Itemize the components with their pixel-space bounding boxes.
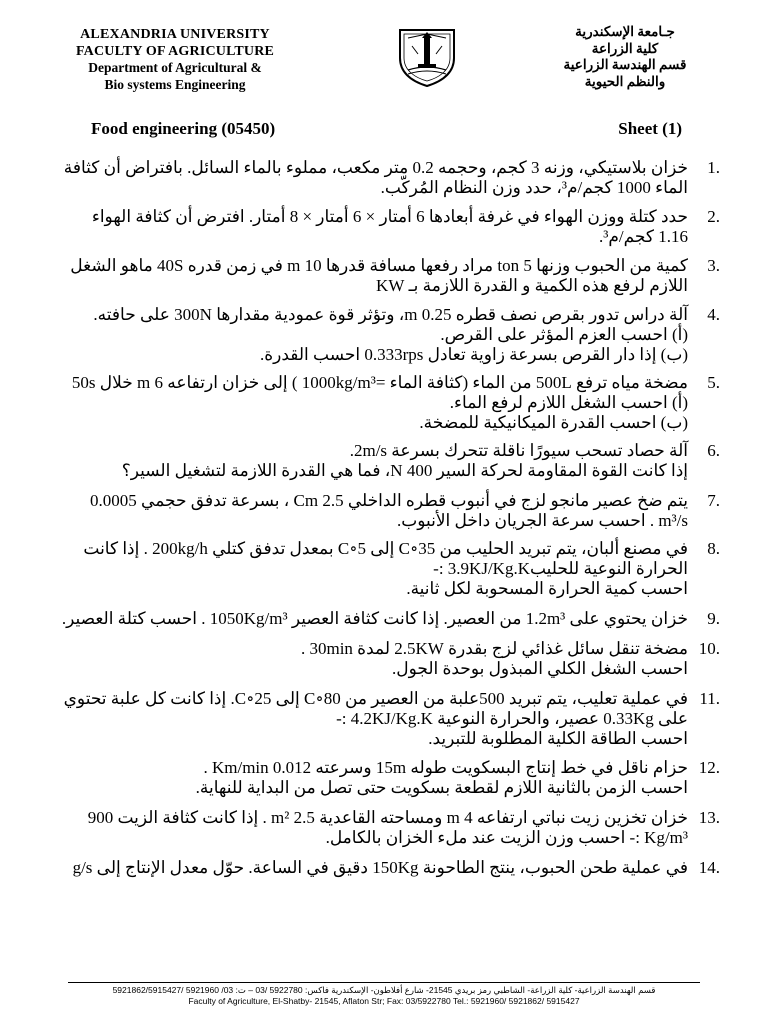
problem-line: حدد كتلة ووزن الهواء في غرفة أبعادها 6 أمتار × 6 أمتار × 8 أمتار. افترض أن كثافة الهواء 1.16 كجم/م³. [91,207,688,246]
problem-text [60,758,688,798]
department-line-ar-2: والنظم الحيوية [584,73,666,89]
problem-number: 13. [698,808,720,827]
problem-line: خزان تخزين زيت نباتي ارتفاعه 4 m ومساحته القاعدية 2.5 m² . إذا كانت كثافة الزيت 900 Kg/m³ :- احسب وزن الزيت عند ملء الخزان بالكامل. [87,808,688,847]
problem-number: 1. [707,158,720,177]
footer-english: Faculty of Agriculture, El-Shatby- 21545, Aflaton Str; Fax: 03/5922780 Tel.: 5921960/ 5921862/ 5915427 [188,996,580,1006]
problem-item [60,305,720,365]
problem-line: خزان يحتوي على 1.2m³ من العصير. إذا كانت كثافة العصير 1050Kg/m³ . احسب كتلة العصير. [61,609,688,628]
problem-text [60,373,688,433]
problem-list [60,158,720,878]
problem-text [60,158,688,198]
problem-line: آلة دراس تدور بقرص نصف قطره 0.25 m، وتؤثر قوة عمودية مقدارها 300N على حافته. [93,305,688,324]
problem-item [60,256,720,296]
problem-line: إذا كانت القوة المقاومة لحركة السير 400 N، فما هي القدرة اللازمة لتشغيل السير؟ [121,461,688,480]
problem-number: 2. [707,207,720,226]
problem-line: يتم ضخ عصير مانجو لزج في أنبوب قطره الداخلي 2.5 Cm ، بسرعة تدفق حجمي 0.0005 m³/s . احسب سرعة الجريان داخل الأنبوب. [90,491,688,530]
problem-item [60,689,720,749]
problem-line: احسب الشغل الكلي المبذول بوحدة الجول. [391,659,688,678]
problem-item [60,207,720,247]
problem-text [60,639,688,679]
university-line-ar: جـامعة الإسكندرية [575,24,675,39]
problem-number: 3. [707,256,720,275]
problem-line: حزام ناقل في خط إنتاج البسكويت طوله 15m وسرعته 0.012 Km/min . [203,758,688,777]
problem-line: (أ) احسب العزم المؤثر على القرص. [440,325,688,344]
sheet-header [91,119,682,139]
problem-line: مضخة مياه ترفع 500L من الماء (كثافة الماء =1000kg/m³ ) إلى خزان ارتفاعه 6 m خلال 50s [71,373,688,392]
footer-divider [68,982,700,983]
problem-line: (ب) احسب القدرة الميكانيكية للمضخة. [419,413,688,432]
problem-item [60,609,720,629]
problem-number: 12. [698,758,720,777]
problem-text [60,808,688,848]
university-line: ALEXANDRIA UNIVERSITY [80,27,270,42]
problem-line: في مصنع ألبان، يتم تبريد الحليب من 35∘C إلى 5∘C بمعدل تدفق كتلي 200kg/h . إذا كانت الحرارة النوعية للحليب3.9KJ/Kg.K :- [83,539,688,578]
problem-number: 11. [699,689,720,708]
problem-item [60,808,720,848]
department-line: Department of Agricultural & [88,60,262,75]
problem-item [60,373,720,433]
problem-number: 4. [707,305,720,324]
problem-line: (أ) احسب الشغل اللازم لرفع الماء. [449,393,688,412]
problem-text [60,539,688,599]
course-title: Food engineering (05450) [91,119,276,138]
problem-text [60,491,688,531]
problem-text [60,609,688,629]
university-name-english [50,27,300,93]
problem-line: خزان بلاستيكي، وزنه 3 كجم، وحجمه 0.2 متر مكعب، مملوء بالماء السائل. بافتراض أن كثافة الماء 1000 كجم/م³، حدد وزن النظام المُركّب. [63,158,688,197]
problem-number: 10. [698,639,720,658]
problem-item [60,158,720,198]
problem-item [60,491,720,531]
problem-number: 5. [707,373,720,392]
department-line-ar: قسم الهندسة الزراعية [563,57,687,72]
problem-number: 6. [707,441,720,460]
problem-text [60,858,688,878]
problem-number: 14. [698,858,720,877]
faculty-line-ar: كلية الزراعة [591,40,659,56]
problem-item [60,858,720,878]
problem-text [60,305,688,365]
faculty-line: FACULTY OF AGRICULTURE [75,43,275,59]
problem-item [60,441,720,481]
problem-number: 9. [707,609,720,628]
problem-line: مضخة تنقل سائل غذائي لزج بقدرة 2.5KW لمدة 30min . [300,639,688,658]
problem-number: 8. [707,539,720,558]
sheet-number: Sheet (1) [618,119,682,138]
university-crest-icon [396,24,458,88]
footer-arabic: قسم الهندسة الزراعية- كلية الزراعة- الشاطبي رمز بريدي 21545- شارع أفلاطون- الإسكندرية فاكس: 5922780 /03 – ت: 03/ 5921960 /5921862/5915427 [112,985,656,995]
problem-line: احسب الطاقة الكلية المطلوبة للتبريد. [428,729,688,748]
university-name-arabic [540,24,710,90]
problem-text [60,441,688,481]
problem-line: في عملية تعليب، يتم تبريد 500علبة من العصير من 80∘C إلى 25∘C. إذا كانت كل علبة تحتوي على 0.33Kg عصير، والحرارة النوعية 4.2KJ/Kg.K :- [63,689,688,728]
problem-number: 7. [707,491,720,510]
problem-item [60,758,720,798]
problem-text [60,256,688,296]
problem-line: احسب كمية الحرارة المسحوبة لكل ثانية. [406,579,688,598]
department-line-2: Bio systems Engineering [104,76,246,92]
problem-line: احسب الزمن بالثانية اللازم لقطعة بسكويت حتى تصل من البداية للنهاية. [195,778,688,797]
problem-line: كمية من الحبوب وزنها 5 ton مراد رفعها مسافة قدرها 10 m في زمن قدره 40S ماهو الشغل اللازم لرفع هذه الكمية و القدرة اللازمة بـ KW [70,256,688,295]
problem-text [60,689,688,749]
problem-line: (ب) إذا دار القرص بسرعة زاوية تعادل 0.333rps احسب القدرة. [259,345,688,364]
problem-line: آلة حصاد تسحب سيورًا ناقلة تتحرك بسرعة 2m/s. [349,441,688,460]
problem-line: في عملية طحن الحبوب، ينتج الطاحونة 150Kg دقيق في الساعة. حوّل معدل الإنتاج إلى g/s [72,858,688,877]
problem-item [60,639,720,679]
problem-text [60,207,688,247]
problem-item [60,539,720,599]
